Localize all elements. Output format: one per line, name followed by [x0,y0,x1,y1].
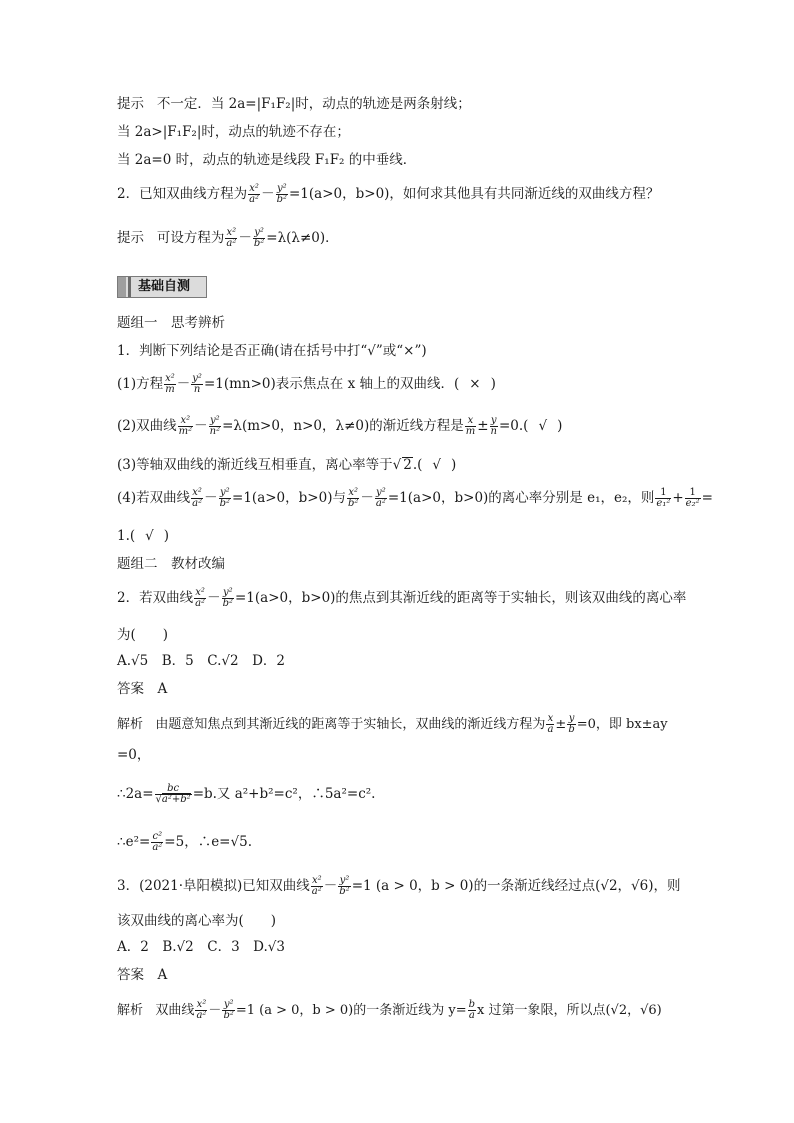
solution-2: 解析 双曲线 $\frac{\text{x²}}{\text{a²}}$ － $\frac{\text{y²}}{\text{b²}}$ =1 (a > 0，b > 0)的一条渐近线为 y= $\frac{b}{a}$ x 过第一象限，所以点(√2，√6) [117,999,662,1021]
item-1: 1．判断下列结论是否正确(请在括号中打“√”或“×”) [117,343,427,359]
solution-1-line3: ∴2a= $\frac{bc}{\text{√a²+b²}}$ =b.又 a²+b²=c²，∴5a²=c². [117,783,376,805]
solution-1-line2: =0， [117,747,151,763]
hint1-line1: 提示 不一定．当 2a=|F₁F₂|时，动点的轨迹是两条射线； [117,96,471,112]
group-1-heading: 题组一 思考辨析 [117,315,225,331]
question-2: 2．已知双曲线方程为 $\frac{\text{x²}}{\text{a²}}$ － $\frac{\text{y²}}{\text{b²}}$ =1(a>0，b>0)，如何求其他具有共同渐近线的双曲线方程？ [117,183,660,205]
fraction: $\frac{\text{x²}}{\text{a²}}$ [249,183,260,205]
question-3-line2: 该双曲线的离心率为( ) [117,913,277,929]
statement-1: (1)方程 $\frac{\text{x²}}{m}$ － $\frac{\text{y²}}{n}$ =1(mn>0)表示焦点在 x 轴上的双曲线．( × ) [117,373,496,395]
hint1-line3: 当 2a=0 时，动点的轨迹是线段 F₁F₂ 的中垂线． [117,152,417,168]
answer-1: 答案 A [117,681,168,697]
statement-4-cont: 1.( √ ) [117,528,170,544]
banner-stripe [128,277,131,297]
statement-3: (3)等轴双曲线的渐近线互相垂直，离心率等于√ 2.( √ ) [117,457,457,473]
question-3-options: A．2 B.√2 C．3 D.√3 [117,939,285,955]
statement-4: (4)若双曲线 $\frac{\text{x²}}{\text{a²}}$ － $\frac{\text{y²}}{\text{b²}}$ =1(a>0，b>0)与 $\frac{\text{x²}}{\text{b²}}$ － $\frac{\text{y²}}{\text{a²}}$ =1(a>0，b>0)的离心率分别是 e₁，e₂，则 $\frac{1}{\text{e₁²}}$ + $\frac{1}{\text{e₂²}}$ = [117,487,713,509]
fraction: $\frac{\text{y²}}{\text{b²}}$ [276,183,287,205]
statement-2: (2)双曲线 $\frac{\text{x²}}{\text{m²}}$ － $\frac{\text{y²}}{\text{n²}}$ =λ(m>0，n>0，λ≠0)的渐近线方程是 $\frac{x}{m}$ ± $\frac{y}{n}$ =0.( √ ) [117,415,563,437]
answer-mark: × [469,376,481,392]
question-2b: 2．若双曲线 $\frac{\text{x²}}{\text{a²}}$ － $\frac{\text{y²}}{\text{b²}}$ =1(a>0，b>0)的焦点到其渐近线的距离等于实轴长，则该双曲线的离心率 [117,587,687,609]
question-3: 3．(2021·阜阳模拟)已知双曲线 $\frac{\text{x²}}{\text{a²}}$ － $\frac{\text{y²}}{\text{b²}}$ =1 (a > 0，b > 0)的一条渐近线经过点(√2，√6)，则 [117,875,681,897]
hint1-line2: 当 2a>|F₁F₂|时，动点的轨迹不存在； [117,124,350,140]
fraction: $\frac{\text{x²}}{\text{a²}}$ [226,227,237,249]
answer-mark: √ [432,457,441,473]
solution-1-line4: ∴e²= $\frac{\text{c²}}{\text{a²}}$ =5，∴e=√5. [117,831,252,853]
answer-2: 答案 A [117,967,168,983]
hint-label: 提示 [117,96,144,112]
answer-mark: √ [538,418,548,434]
question-2b-options: A.√5 B．5 C.√2 D．2 [117,653,285,669]
answer-mark: √ [145,528,154,544]
solution-1: 解析 由题意知焦点到其渐近线的距离等于实轴长，双曲线的渐近线方程为 $\frac{x}{a}$ ± $\frac{y}{b}$ =0，即 bx±ay [117,713,668,735]
banner-title: 基础自测 [138,279,191,294]
section-banner [117,276,207,298]
group-2-heading: 题组二 教材改编 [117,556,225,572]
fraction: $\frac{\text{y²}}{\text{b²}}$ [253,227,265,249]
hint-2: 提示 可设方程为 $\frac{\text{x²}}{\text{a²}}$ － $\frac{\text{y²}}{\text{b²}}$ =λ(λ≠0)． [117,227,339,249]
question-2b-line2: 为( ) [117,627,169,643]
